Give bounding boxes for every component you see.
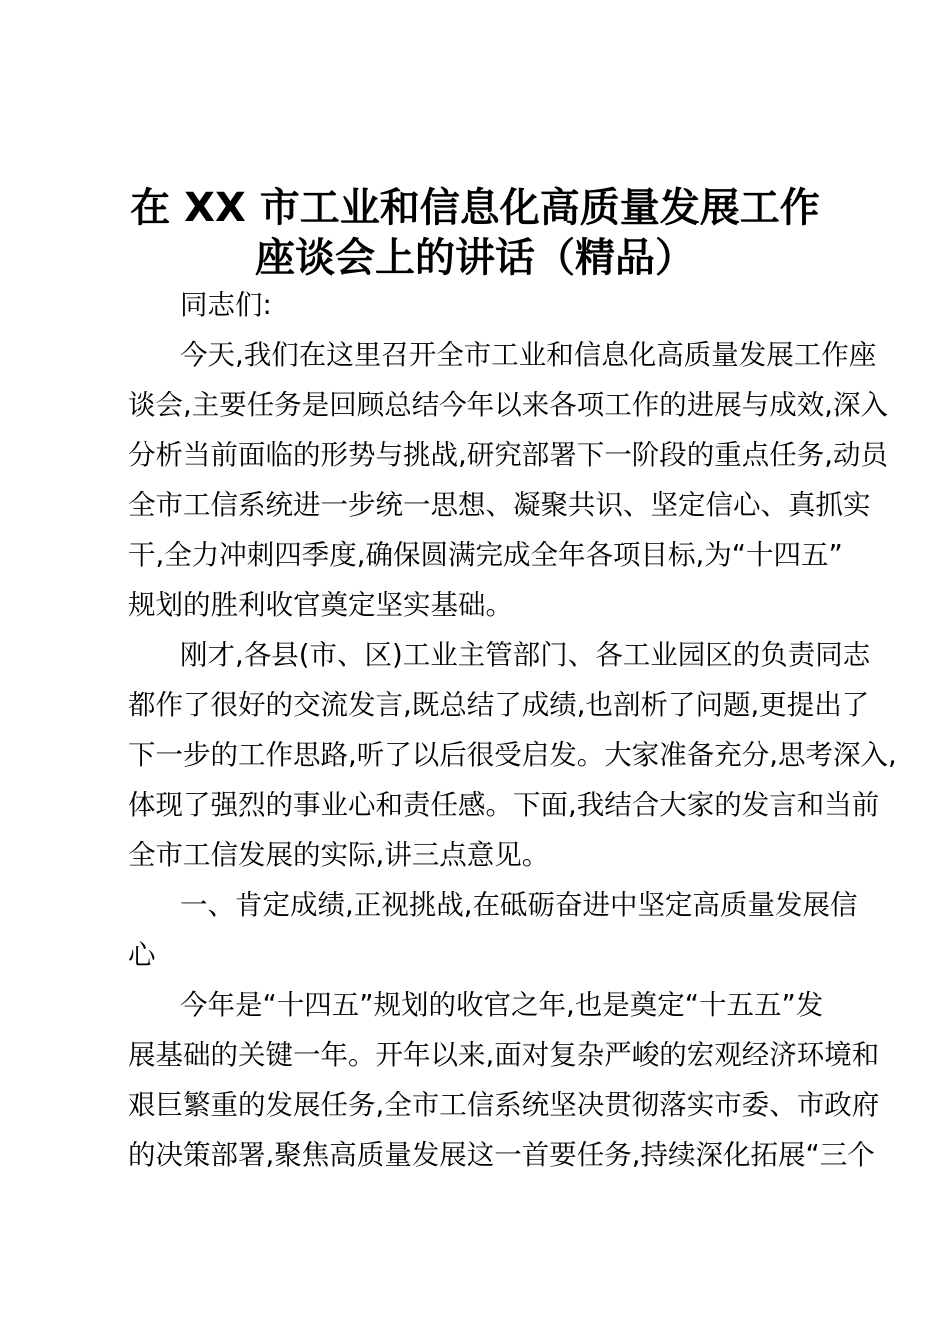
- document-title-line-2: 座谈会上的讲话（精品）: [255, 235, 695, 281]
- paragraph-1-line-5: 干,全力冲刺四季度,确保圆满完成全年各项目标,为“十四五”: [128, 539, 843, 571]
- paragraph-2-line-2: 都作了很好的交流发言,既总结了成绩,也剖析了问题,更提出了: [128, 689, 870, 721]
- paragraph-1-line-3: 分析当前面临的形势与挑战,研究部署下一阶段的重点任务,动员: [128, 439, 888, 471]
- paragraph-2-line-5: 全市工信发展的实际,讲三点意见。: [128, 839, 550, 871]
- paragraph-2-line-3: 下一步的工作思路,听了以后很受启发。大家准备充分,思考深入,: [128, 739, 897, 771]
- paragraph-1-line-4: 全市工信系统进一步统一思想、凝聚共识、坚定信心、真抓实: [128, 489, 871, 521]
- paragraph-1-line-6: 规划的胜利收官奠定坚实基础。: [128, 589, 513, 621]
- section-heading-1-line-1: 一、肯定成绩,正视挑战,在砥砺奋进中坚定高质量发展信: [180, 889, 858, 921]
- paragraph-3-line-1: 今年是“十四五”规划的收官之年,也是奠定“十五五”发: [180, 989, 824, 1021]
- paragraph-1-line-2: 谈会,主要任务是回顾总结今年以来各项工作的进展与成效,深入: [128, 389, 888, 421]
- section-heading-1-line-2: 心: [128, 939, 156, 971]
- paragraph-2-line-4: 体现了强烈的事业心和责任感。下面,我结合大家的发言和当前: [128, 789, 880, 821]
- paragraph-2-line-1: 刚才,各县(市、区)工业主管部门、各工业园区的负责同志: [180, 639, 871, 671]
- paragraph-3-line-4: 的决策部署,聚焦高质量发展这一首要任务,持续深化拓展“三个: [128, 1139, 875, 1171]
- document-title-line-1: 在 XX 市工业和信息化高质量发展工作: [130, 185, 820, 231]
- salutation: 同志们:: [180, 289, 272, 321]
- paragraph-3-line-3: 艰巨繁重的发展任务,全市工信系统坚决贯彻落实市委、市政府: [128, 1089, 880, 1121]
- paragraph-3-line-2: 展基础的关键一年。开年以来,面对复杂严峻的宏观经济环境和: [128, 1039, 880, 1071]
- paragraph-1-line-1: 今天,我们在这里召开全市工业和信息化高质量发展工作座: [180, 339, 877, 371]
